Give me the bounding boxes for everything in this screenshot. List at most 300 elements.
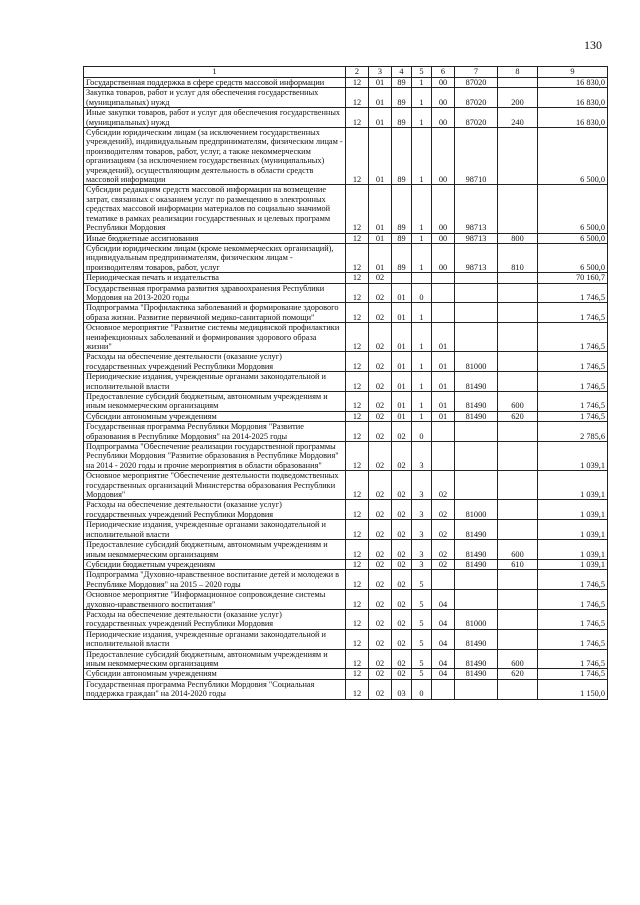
row-code-cell-c4: 02 bbox=[392, 590, 412, 610]
row-code-cell-c9: 16 830,0 bbox=[538, 78, 608, 88]
row-code-cell-c4: 89 bbox=[392, 88, 412, 108]
row-code-cell-c3: 01 bbox=[369, 78, 392, 88]
row-code-cell-c4: 01 bbox=[392, 372, 412, 392]
row-code-cell-c5: 1 bbox=[412, 392, 432, 412]
row-code-cell-c5: 3 bbox=[412, 442, 432, 471]
row-code-cell-c5: 1 bbox=[412, 372, 432, 392]
row-code-cell-c2: 12 bbox=[346, 243, 369, 272]
row-code-cell-c6: 04 bbox=[432, 669, 455, 679]
row-code-cell-c8 bbox=[498, 283, 538, 303]
row-name-cell: Расходы на обеспечение деятельности (оказание услуг) государственных учреждений Республики Мордовия bbox=[84, 609, 346, 629]
row-code-cell-c3: 01 bbox=[369, 233, 392, 243]
row-code-cell-c2: 12 bbox=[346, 540, 369, 560]
row-code-cell-c9: 6 500,0 bbox=[538, 243, 608, 272]
row-code-cell-c4: 89 bbox=[392, 78, 412, 88]
table-row bbox=[84, 323, 608, 352]
table-row bbox=[84, 283, 608, 303]
row-code-cell-c3: 02 bbox=[369, 352, 392, 372]
row-code-cell-c5: 5 bbox=[412, 669, 432, 679]
row-code-cell-c4: 89 bbox=[392, 185, 412, 233]
row-code-cell-c2: 12 bbox=[346, 649, 369, 669]
row-code-cell-c4: 02 bbox=[392, 570, 412, 590]
row-code-cell-c6 bbox=[432, 679, 455, 699]
row-code-cell-c8 bbox=[498, 128, 538, 185]
header-cell: 4 bbox=[392, 67, 412, 78]
row-code-cell-c2: 12 bbox=[346, 471, 369, 500]
table-body bbox=[84, 78, 608, 700]
row-name-cell: Основное мероприятие "Обеспечение деятельности подведомственных государственных организаций Министерства образования Республики Мордовия" bbox=[84, 471, 346, 500]
table-row bbox=[84, 411, 608, 421]
row-code-cell-c3: 01 bbox=[369, 88, 392, 108]
row-code-cell-c6: 04 bbox=[432, 590, 455, 610]
row-code-cell-c5: 1 bbox=[412, 78, 432, 88]
row-code-cell-c4: 01 bbox=[392, 303, 412, 323]
row-name-cell: Расходы на обеспечение деятельности (оказание услуг) государственных учреждений Республики Мордовия bbox=[84, 500, 346, 520]
row-code-cell-c5: 1 bbox=[412, 352, 432, 372]
table-row bbox=[84, 609, 608, 629]
row-code-cell-c7 bbox=[455, 273, 498, 283]
row-code-cell-c7: 81490 bbox=[455, 540, 498, 560]
row-code-cell-c8: 810 bbox=[498, 243, 538, 272]
row-code-cell-c7: 81000 bbox=[455, 609, 498, 629]
row-code-cell-c5: 3 bbox=[412, 500, 432, 520]
row-code-cell-c4: 89 bbox=[392, 108, 412, 128]
table-header-row bbox=[84, 67, 608, 78]
row-name-cell: Основное мероприятие "Развитие системы медицинской профилактики неинфекционных заболеваний и формирования здорового образа жизни" bbox=[84, 323, 346, 352]
row-code-cell-c7 bbox=[455, 303, 498, 323]
row-code-cell-c2: 12 bbox=[346, 590, 369, 610]
row-code-cell-c4: 02 bbox=[392, 649, 412, 669]
row-code-cell-c2: 12 bbox=[346, 609, 369, 629]
row-code-cell-c3: 02 bbox=[369, 520, 392, 540]
row-code-cell-c9: 1 039,1 bbox=[538, 500, 608, 520]
row-code-cell-c6 bbox=[432, 422, 455, 442]
table-row bbox=[84, 273, 608, 283]
row-code-cell-c8: 800 bbox=[498, 233, 538, 243]
row-code-cell-c2: 12 bbox=[346, 500, 369, 520]
row-code-cell-c8: 600 bbox=[498, 392, 538, 412]
row-code-cell-c8: 620 bbox=[498, 669, 538, 679]
row-code-cell-c4: 02 bbox=[392, 559, 412, 569]
row-code-cell-c6 bbox=[432, 442, 455, 471]
table-row bbox=[84, 352, 608, 372]
table-row bbox=[84, 243, 608, 272]
row-code-cell-c6 bbox=[432, 303, 455, 323]
row-code-cell-c9: 1 746,5 bbox=[538, 392, 608, 412]
row-code-cell-c5: 0 bbox=[412, 679, 432, 699]
row-code-cell-c3: 02 bbox=[369, 471, 392, 500]
row-code-cell-c9: 1 746,5 bbox=[538, 629, 608, 649]
row-code-cell-c8 bbox=[498, 323, 538, 352]
row-code-cell-c7: 81490 bbox=[455, 559, 498, 569]
table-row bbox=[84, 233, 608, 243]
table-row bbox=[84, 520, 608, 540]
row-name-cell: Субсидии бюджетным учреждениям bbox=[84, 559, 346, 569]
row-code-cell-c9: 16 830,0 bbox=[538, 88, 608, 108]
row-code-cell-c8: 240 bbox=[498, 108, 538, 128]
row-name-cell: Государственная программа Республики Мордовия "Социальная поддержка граждан" на 2014-2020 годы bbox=[84, 679, 346, 699]
row-code-cell-c6: 01 bbox=[432, 323, 455, 352]
row-code-cell-c5: 1 bbox=[412, 88, 432, 108]
row-code-cell-c5: 1 bbox=[412, 185, 432, 233]
row-code-cell-c9: 1 150,0 bbox=[538, 679, 608, 699]
row-code-cell-c3: 02 bbox=[369, 411, 392, 421]
row-code-cell-c6 bbox=[432, 570, 455, 590]
row-code-cell-c6: 01 bbox=[432, 372, 455, 392]
row-code-cell-c6: 00 bbox=[432, 185, 455, 233]
row-name-cell: Субсидии юридическим лицам (за исключением государственных учреждений), индивидуальным предпринимателям, физическим лицам - производителям товаров, работ, услуг, а также некоммерческим организациям (за исключением государственных (муниципальных) учреждений), осуществляющим деятельность в области средств массовой информации bbox=[84, 128, 346, 185]
row-code-cell-c4: 02 bbox=[392, 500, 412, 520]
table-row bbox=[84, 500, 608, 520]
row-code-cell-c9: 6 500,0 bbox=[538, 128, 608, 185]
row-code-cell-c3: 02 bbox=[369, 609, 392, 629]
row-code-cell-c2: 12 bbox=[346, 372, 369, 392]
row-code-cell-c7: 81490 bbox=[455, 649, 498, 669]
table-row bbox=[84, 540, 608, 560]
row-code-cell-c3: 02 bbox=[369, 422, 392, 442]
row-code-cell-c6: 01 bbox=[432, 352, 455, 372]
row-code-cell-c6 bbox=[432, 273, 455, 283]
row-code-cell-c8 bbox=[498, 590, 538, 610]
row-code-cell-c7: 98713 bbox=[455, 233, 498, 243]
row-code-cell-c9: 6 500,0 bbox=[538, 185, 608, 233]
row-code-cell-c6 bbox=[432, 283, 455, 303]
table-row bbox=[84, 570, 608, 590]
row-code-cell-c7: 87020 bbox=[455, 78, 498, 88]
row-name-cell: Периодическая печать и издательства bbox=[84, 273, 346, 283]
row-code-cell-c8 bbox=[498, 679, 538, 699]
row-code-cell-c2: 12 bbox=[346, 392, 369, 412]
row-code-cell-c6: 02 bbox=[432, 559, 455, 569]
table-row bbox=[84, 590, 608, 610]
row-code-cell-c5: 3 bbox=[412, 520, 432, 540]
row-code-cell-c3: 02 bbox=[369, 392, 392, 412]
row-code-cell-c5: 1 bbox=[412, 323, 432, 352]
row-code-cell-c5: 3 bbox=[412, 559, 432, 569]
row-code-cell-c4: 89 bbox=[392, 233, 412, 243]
row-code-cell-c7: 81490 bbox=[455, 392, 498, 412]
row-code-cell-c2: 12 bbox=[346, 422, 369, 442]
row-code-cell-c6: 04 bbox=[432, 649, 455, 669]
row-code-cell-c9: 1 746,5 bbox=[538, 590, 608, 610]
row-code-cell-c8: 620 bbox=[498, 411, 538, 421]
row-code-cell-c3: 02 bbox=[369, 372, 392, 392]
header-cell: 9 bbox=[538, 67, 608, 78]
row-name-cell: Субсидии автономным учреждениям bbox=[84, 411, 346, 421]
row-name-cell: Закупка товаров, работ и услуг для обеспечения государственных (муниципальных) нужд bbox=[84, 88, 346, 108]
row-name-cell: Субсидии юридическим лицам (кроме некоммерческих организаций), индивидуальным предпринимателям, физическим лицам - производителям товаров, работ, услуг bbox=[84, 243, 346, 272]
row-code-cell-c2: 12 bbox=[346, 570, 369, 590]
table-row bbox=[84, 559, 608, 569]
row-code-cell-c5: 5 bbox=[412, 590, 432, 610]
row-code-cell-c7 bbox=[455, 442, 498, 471]
row-code-cell-c4: 03 bbox=[392, 679, 412, 699]
row-code-cell-c9: 1 039,1 bbox=[538, 442, 608, 471]
row-code-cell-c4: 02 bbox=[392, 629, 412, 649]
row-code-cell-c4: 02 bbox=[392, 422, 412, 442]
table-row bbox=[84, 78, 608, 88]
row-code-cell-c5: 1 bbox=[412, 411, 432, 421]
row-code-cell-c6: 02 bbox=[432, 520, 455, 540]
table-row bbox=[84, 679, 608, 699]
row-code-cell-c8 bbox=[498, 570, 538, 590]
row-code-cell-c8 bbox=[498, 303, 538, 323]
row-code-cell-c2: 12 bbox=[346, 185, 369, 233]
row-code-cell-c2: 12 bbox=[346, 273, 369, 283]
row-code-cell-c7: 81490 bbox=[455, 669, 498, 679]
row-code-cell-c7: 81490 bbox=[455, 411, 498, 421]
row-code-cell-c9: 1 039,1 bbox=[538, 559, 608, 569]
row-name-cell: Государственная программа Республики Мордовия "Развитие образования в Республике Мордовия" на 2014-2025 годы bbox=[84, 422, 346, 442]
row-name-cell: Основное мероприятие "Информационное сопровождение системы духовно-нравственного воспитания" bbox=[84, 590, 346, 610]
table-row bbox=[84, 442, 608, 471]
row-name-cell: Периодические издания, учрежденные органами законодательной и исполнительной власти bbox=[84, 372, 346, 392]
page-number: 130 bbox=[584, 38, 602, 52]
row-code-cell-c9: 1 746,5 bbox=[538, 411, 608, 421]
row-code-cell-c7 bbox=[455, 283, 498, 303]
row-code-cell-c9: 1 039,1 bbox=[538, 471, 608, 500]
row-code-cell-c3: 02 bbox=[369, 540, 392, 560]
row-code-cell-c9: 1 746,5 bbox=[538, 649, 608, 669]
row-code-cell-c5: 0 bbox=[412, 422, 432, 442]
row-code-cell-c6: 00 bbox=[432, 88, 455, 108]
header-cell: 2 bbox=[346, 67, 369, 78]
row-code-cell-c4: 02 bbox=[392, 471, 412, 500]
row-name-cell: Государственная поддержка в сфере средств массовой информации bbox=[84, 78, 346, 88]
row-code-cell-c6: 04 bbox=[432, 629, 455, 649]
row-code-cell-c7 bbox=[455, 471, 498, 500]
row-code-cell-c4: 01 bbox=[392, 352, 412, 372]
row-code-cell-c4: 89 bbox=[392, 243, 412, 272]
row-code-cell-c7: 98713 bbox=[455, 185, 498, 233]
row-code-cell-c7: 81490 bbox=[455, 629, 498, 649]
row-code-cell-c7 bbox=[455, 422, 498, 442]
row-code-cell-c2: 12 bbox=[346, 108, 369, 128]
row-name-cell: Подпрограмма "Духовно-нравственное воспитание детей и молодежи в Республике Мордовия" на 2015 – 2020 годы bbox=[84, 570, 346, 590]
row-code-cell-c5: 3 bbox=[412, 471, 432, 500]
row-code-cell-c3: 01 bbox=[369, 243, 392, 272]
row-code-cell-c3: 02 bbox=[369, 559, 392, 569]
row-code-cell-c6: 04 bbox=[432, 609, 455, 629]
row-code-cell-c6: 02 bbox=[432, 500, 455, 520]
row-code-cell-c4: 02 bbox=[392, 442, 412, 471]
row-code-cell-c2: 12 bbox=[346, 679, 369, 699]
row-code-cell-c9: 1 746,5 bbox=[538, 609, 608, 629]
row-name-cell: Государственная программа развития здравоохранения Республики Мордовия на 2013-2020 годы bbox=[84, 283, 346, 303]
row-code-cell-c2: 12 bbox=[346, 283, 369, 303]
row-code-cell-c9: 1 746,5 bbox=[538, 570, 608, 590]
table-row bbox=[84, 629, 608, 649]
row-code-cell-c3: 02 bbox=[369, 570, 392, 590]
row-code-cell-c2: 12 bbox=[346, 411, 369, 421]
row-code-cell-c3: 02 bbox=[369, 303, 392, 323]
row-code-cell-c2: 12 bbox=[346, 442, 369, 471]
row-code-cell-c3: 02 bbox=[369, 669, 392, 679]
row-code-cell-c9: 1 039,1 bbox=[538, 520, 608, 540]
row-code-cell-c8 bbox=[498, 629, 538, 649]
row-code-cell-c5: 1 bbox=[412, 233, 432, 243]
row-code-cell-c4: 02 bbox=[392, 540, 412, 560]
row-code-cell-c6: 01 bbox=[432, 411, 455, 421]
row-code-cell-c4: 01 bbox=[392, 392, 412, 412]
row-code-cell-c9: 1 039,1 bbox=[538, 540, 608, 560]
row-code-cell-c9: 16 830,0 bbox=[538, 108, 608, 128]
row-code-cell-c9: 70 160,7 bbox=[538, 273, 608, 283]
row-code-cell-c8 bbox=[498, 185, 538, 233]
row-code-cell-c7 bbox=[455, 590, 498, 610]
row-code-cell-c9: 1 746,5 bbox=[538, 352, 608, 372]
row-code-cell-c5: 1 bbox=[412, 108, 432, 128]
table-row bbox=[84, 649, 608, 669]
row-code-cell-c6: 01 bbox=[432, 392, 455, 412]
table-row bbox=[84, 471, 608, 500]
row-code-cell-c7: 87020 bbox=[455, 108, 498, 128]
row-code-cell-c6: 00 bbox=[432, 108, 455, 128]
row-code-cell-c8 bbox=[498, 78, 538, 88]
header-cell: 3 bbox=[369, 67, 392, 78]
row-code-cell-c3: 02 bbox=[369, 679, 392, 699]
row-code-cell-c9: 1 746,5 bbox=[538, 669, 608, 679]
row-code-cell-c8 bbox=[498, 609, 538, 629]
row-code-cell-c7 bbox=[455, 323, 498, 352]
row-code-cell-c4: 02 bbox=[392, 609, 412, 629]
row-name-cell: Иные бюджетные ассигнования bbox=[84, 233, 346, 243]
row-code-cell-c8 bbox=[498, 422, 538, 442]
row-code-cell-c9: 2 785,6 bbox=[538, 422, 608, 442]
table-row bbox=[84, 303, 608, 323]
header-cell: 6 bbox=[432, 67, 455, 78]
row-code-cell-c7: 87020 bbox=[455, 88, 498, 108]
row-name-cell: Периодические издания, учрежденные органами законодательной и исполнительной власти bbox=[84, 520, 346, 540]
row-name-cell: Предоставление субсидий бюджетным, автономным учреждениям и иным некоммерческим организациям bbox=[84, 649, 346, 669]
row-code-cell-c4: 01 bbox=[392, 323, 412, 352]
header-cell: 1 bbox=[84, 67, 346, 78]
row-code-cell-c2: 12 bbox=[346, 323, 369, 352]
row-code-cell-c9: 1 746,5 bbox=[538, 283, 608, 303]
row-code-cell-c3: 02 bbox=[369, 629, 392, 649]
row-name-cell: Предоставление субсидий бюджетным, автономным учреждениям и иным некоммерческим организациям bbox=[84, 540, 346, 560]
row-code-cell-c8: 200 bbox=[498, 88, 538, 108]
table-row bbox=[84, 372, 608, 392]
row-code-cell-c8 bbox=[498, 500, 538, 520]
table-row bbox=[84, 422, 608, 442]
row-code-cell-c3: 02 bbox=[369, 273, 392, 283]
row-code-cell-c7 bbox=[455, 570, 498, 590]
row-code-cell-c7: 81490 bbox=[455, 520, 498, 540]
row-name-cell: Подпрограмма "Обеспечение реализации государственной программы Республики Мордовия "Развитие образования в Республике Мордовия" на 2014 - 2020 годы и прочие мероприятия в области образования" bbox=[84, 442, 346, 471]
row-code-cell-c2: 12 bbox=[346, 520, 369, 540]
row-name-cell: Подпрограмма "Профилактика заболеваний и формирование здорового образа жизни. Развитие первичной медико-санитарной помощи" bbox=[84, 303, 346, 323]
table-row bbox=[84, 185, 608, 233]
table-row bbox=[84, 88, 608, 108]
row-code-cell-c2: 12 bbox=[346, 303, 369, 323]
table-row bbox=[84, 108, 608, 128]
row-name-cell: Иные закупки товаров, работ и услуг для обеспечения государственных (муниципальных) нужд bbox=[84, 108, 346, 128]
row-code-cell-c7: 81000 bbox=[455, 352, 498, 372]
row-code-cell-c6: 00 bbox=[432, 78, 455, 88]
row-code-cell-c6: 00 bbox=[432, 128, 455, 185]
row-code-cell-c3: 02 bbox=[369, 590, 392, 610]
row-code-cell-c3: 02 bbox=[369, 500, 392, 520]
row-code-cell-c6: 02 bbox=[432, 540, 455, 560]
row-name-cell: Предоставление субсидий бюджетным, автономным учреждениям и иным некоммерческим организациям bbox=[84, 392, 346, 412]
row-code-cell-c8 bbox=[498, 442, 538, 471]
row-code-cell-c7: 81490 bbox=[455, 372, 498, 392]
row-code-cell-c5: 3 bbox=[412, 540, 432, 560]
row-code-cell-c8 bbox=[498, 352, 538, 372]
budget-table bbox=[83, 66, 608, 700]
table-row bbox=[84, 669, 608, 679]
row-code-cell-c8 bbox=[498, 372, 538, 392]
row-name-cell: Расходы на обеспечение деятельности (оказание услуг) государственных учреждений Республики Мордовия bbox=[84, 352, 346, 372]
row-code-cell-c5: 5 bbox=[412, 609, 432, 629]
row-code-cell-c2: 12 bbox=[346, 78, 369, 88]
row-code-cell-c2: 12 bbox=[346, 559, 369, 569]
row-code-cell-c5: 1 bbox=[412, 303, 432, 323]
row-code-cell-c6: 00 bbox=[432, 233, 455, 243]
row-code-cell-c8: 610 bbox=[498, 559, 538, 569]
row-code-cell-c9: 1 746,5 bbox=[538, 323, 608, 352]
row-code-cell-c5: 0 bbox=[412, 283, 432, 303]
row-code-cell-c8: 600 bbox=[498, 540, 538, 560]
row-code-cell-c2: 12 bbox=[346, 128, 369, 185]
row-code-cell-c3: 02 bbox=[369, 283, 392, 303]
row-code-cell-c3: 02 bbox=[369, 649, 392, 669]
row-code-cell-c6: 02 bbox=[432, 471, 455, 500]
row-code-cell-c5: 1 bbox=[412, 128, 432, 185]
row-code-cell-c7 bbox=[455, 679, 498, 699]
row-code-cell-c4: 01 bbox=[392, 283, 412, 303]
row-code-cell-c2: 12 bbox=[346, 352, 369, 372]
row-name-cell: Субсидии автономным учреждениям bbox=[84, 669, 346, 679]
header-cell: 5 bbox=[412, 67, 432, 78]
row-name-cell: Субсидии редакциям средств массовой информации на возмещение затрат, связанных с оказанием услуг по размещению в электронных средствах массовой информации материалов по социально значимой тематике в рамках реализации государственных и целевых программ Республики Мордовия bbox=[84, 185, 346, 233]
row-code-cell-c5: 1 bbox=[412, 243, 432, 272]
row-code-cell-c7: 98710 bbox=[455, 128, 498, 185]
row-code-cell-c2: 12 bbox=[346, 233, 369, 243]
row-code-cell-c5: 5 bbox=[412, 629, 432, 649]
row-code-cell-c7: 98713 bbox=[455, 243, 498, 272]
row-code-cell-c2: 12 bbox=[346, 669, 369, 679]
row-code-cell-c6: 00 bbox=[432, 243, 455, 272]
row-code-cell-c5 bbox=[412, 273, 432, 283]
row-code-cell-c5: 5 bbox=[412, 649, 432, 669]
row-code-cell-c2: 12 bbox=[346, 629, 369, 649]
table-row bbox=[84, 128, 608, 185]
table-row bbox=[84, 392, 608, 412]
header-cell: 8 bbox=[498, 67, 538, 78]
row-name-cell: Периодические издания, учрежденные органами законодательной и исполнительной власти bbox=[84, 629, 346, 649]
row-code-cell-c7: 81000 bbox=[455, 500, 498, 520]
row-code-cell-c9: 1 746,5 bbox=[538, 303, 608, 323]
row-code-cell-c9: 1 746,5 bbox=[538, 372, 608, 392]
row-code-cell-c8 bbox=[498, 520, 538, 540]
row-code-cell-c9: 6 500,0 bbox=[538, 233, 608, 243]
row-code-cell-c3: 02 bbox=[369, 442, 392, 471]
row-code-cell-c4: 02 bbox=[392, 669, 412, 679]
row-code-cell-c4: 02 bbox=[392, 520, 412, 540]
row-code-cell-c3: 01 bbox=[369, 185, 392, 233]
row-code-cell-c4 bbox=[392, 273, 412, 283]
row-code-cell-c8 bbox=[498, 273, 538, 283]
row-code-cell-c3: 02 bbox=[369, 323, 392, 352]
header-cell: 7 bbox=[455, 67, 498, 78]
row-code-cell-c3: 01 bbox=[369, 108, 392, 128]
row-code-cell-c8 bbox=[498, 471, 538, 500]
row-code-cell-c4: 01 bbox=[392, 411, 412, 421]
row-code-cell-c4: 89 bbox=[392, 128, 412, 185]
row-code-cell-c3: 01 bbox=[369, 128, 392, 185]
